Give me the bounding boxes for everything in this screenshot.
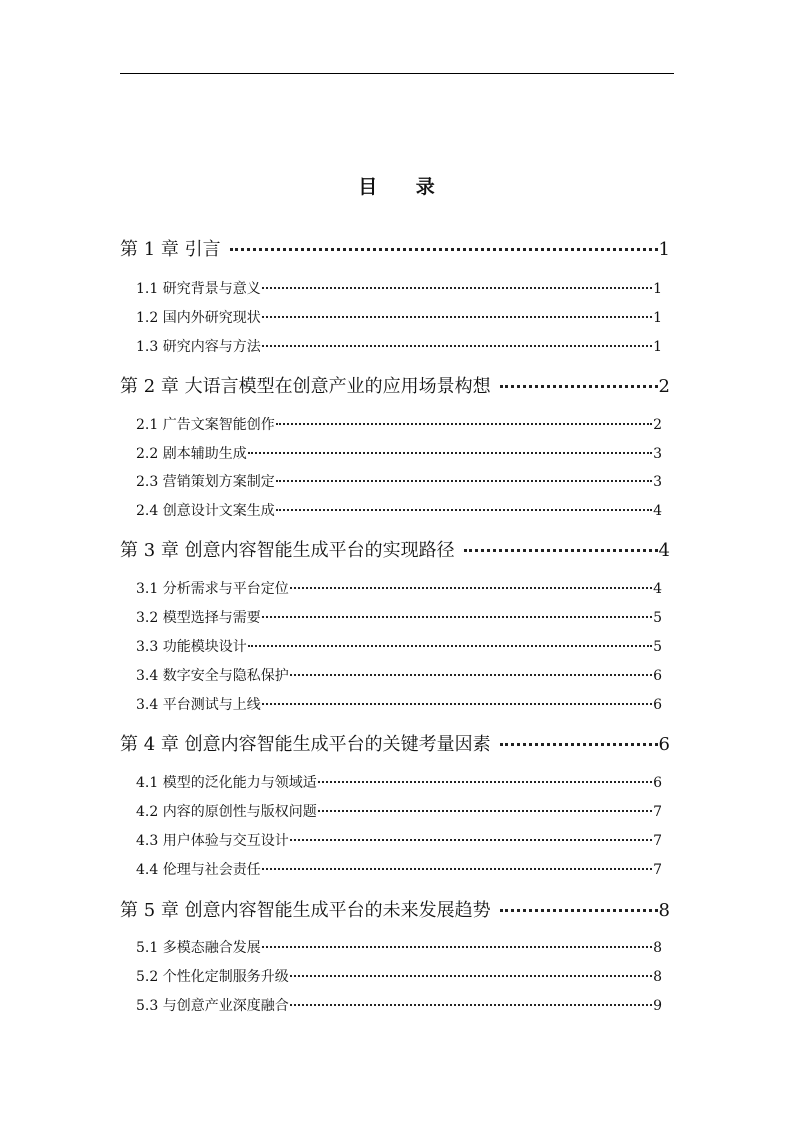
entry-label: 第 1 章 引言 [120,239,221,260]
entry-page-number: 1 [653,281,662,297]
entry-label: 第 5 章 创意内容智能生成平台的未来发展趋势 [120,900,491,921]
toc-section-entry[interactable] [136,500,662,519]
entry-page-number: 4 [653,581,662,597]
entry-page-number: 8 [653,969,662,985]
entry-page-number: 8 [653,940,662,956]
toc-chapter-entry[interactable] [120,536,670,560]
dot-leader [230,248,658,251]
entry-label: 5.1 多模态融合发展 [136,940,261,956]
entry-page-number: 7 [653,804,662,820]
entry-page-number: 4 [658,540,670,561]
toc-chapter-entry[interactable] [120,372,670,396]
entry-label: 3.2 模型选择与需要 [136,610,261,626]
entry-label: 3.1 分析需求与平台定位 [136,581,289,597]
toc-chapter-entry[interactable] [120,235,670,259]
toc-section-entry[interactable] [136,830,662,849]
toc-section-entry[interactable] [136,665,662,684]
dot-leader [262,946,652,948]
entry-page-number: 8 [658,900,670,921]
toc-chapter-entry[interactable] [120,896,670,920]
entry-page-number: 3 [653,446,662,462]
entry-label: 2.4 创意设计文案生成 [136,503,275,519]
dot-leader [318,781,652,783]
entry-label: 4.3 用户体验与交互设计 [136,833,289,849]
toc-section-entry[interactable] [136,801,662,820]
dot-leader [276,423,652,425]
dot-leader [290,975,652,977]
dot-leader [262,703,652,705]
entry-label: 3.3 功能模块设计 [136,639,247,655]
toc-section-entry[interactable] [136,859,662,878]
entry-page-number: 6 [653,668,662,684]
dot-leader [318,810,652,812]
toc-section-entry[interactable] [136,937,662,956]
entry-page-number: 1 [658,239,670,260]
entry-label: 2.1 广告文案智能创作 [136,417,275,433]
dot-leader [464,549,658,552]
dot-leader [262,616,652,618]
entry-label: 第 4 章 创意内容智能生成平台的关键考量因素 [120,734,491,755]
entry-page-number: 1 [653,310,662,326]
dot-leader [262,345,652,347]
entry-page-number: 1 [653,339,662,355]
dot-leader [290,674,652,676]
entry-page-number: 7 [653,862,662,878]
entry-label: 4.4 伦理与社会责任 [136,862,261,878]
entry-label: 5.3 与创意产业深度融合 [136,998,289,1014]
toc-section-entry[interactable] [136,966,662,985]
entry-page-number: 7 [653,833,662,849]
entry-label: 2.2 剧本辅助生成 [136,446,247,462]
entry-page-number: 4 [653,503,662,519]
toc-section-entry[interactable] [136,636,662,655]
entry-label: 1.2 国内外研究现状 [136,310,261,326]
toc-section-entry[interactable] [136,694,662,713]
entry-page-number: 2 [658,376,670,397]
dot-leader [290,1004,652,1006]
toc-section-entry[interactable] [136,414,662,433]
dot-leader [276,480,652,482]
entry-page-number: 6 [658,734,670,755]
toc-title: 目 录 [358,176,451,198]
dot-leader [262,868,652,870]
dot-leader [290,839,652,841]
dot-leader [500,385,658,388]
entry-label: 5.2 个性化定制服务升级 [136,969,289,985]
dot-leader [262,287,652,289]
entry-page-number: 9 [653,998,662,1014]
entry-label: 3.4 数字安全与隐私保护 [136,668,289,684]
toc-section-entry[interactable] [136,578,662,597]
entry-label: 第 3 章 创意内容智能生成平台的实现路径 [120,540,455,561]
entry-label: 1.1 研究背景与意义 [136,281,261,297]
toc-section-entry[interactable] [136,995,662,1014]
header-rule [120,73,674,74]
toc-section-entry[interactable] [136,607,662,626]
dot-leader [276,509,652,511]
entry-page-number: 6 [653,697,662,713]
dot-leader [248,452,652,454]
dot-leader [248,645,652,647]
entry-label: 4.1 模型的泛化能力与领域适 [136,775,317,791]
entry-page-number: 3 [653,474,662,490]
entry-page-number: 6 [653,775,662,791]
entry-label: 第 2 章 大语言模型在创意产业的应用场景构想 [120,376,491,397]
entry-page-number: 5 [653,639,662,655]
entry-label: 4.2 内容的原创性与版权问题 [136,804,317,820]
toc-section-entry[interactable] [136,471,662,490]
entry-page-number: 2 [653,417,662,433]
entry-page-number: 5 [653,610,662,626]
toc-section-entry[interactable] [136,307,662,326]
toc-section-entry[interactable] [136,336,662,355]
toc-section-entry[interactable] [136,443,662,462]
entry-label: 2.3 营销策划方案制定 [136,474,275,490]
toc-section-entry[interactable] [136,278,662,297]
toc-chapter-entry[interactable] [120,730,670,754]
entry-label: 3.4 平台测试与上线 [136,697,261,713]
dot-leader [290,587,652,589]
dot-leader [500,909,658,912]
toc-section-entry[interactable] [136,772,662,791]
dot-leader [262,316,652,318]
dot-leader [500,743,658,746]
entry-label: 1.3 研究内容与方法 [136,339,261,355]
